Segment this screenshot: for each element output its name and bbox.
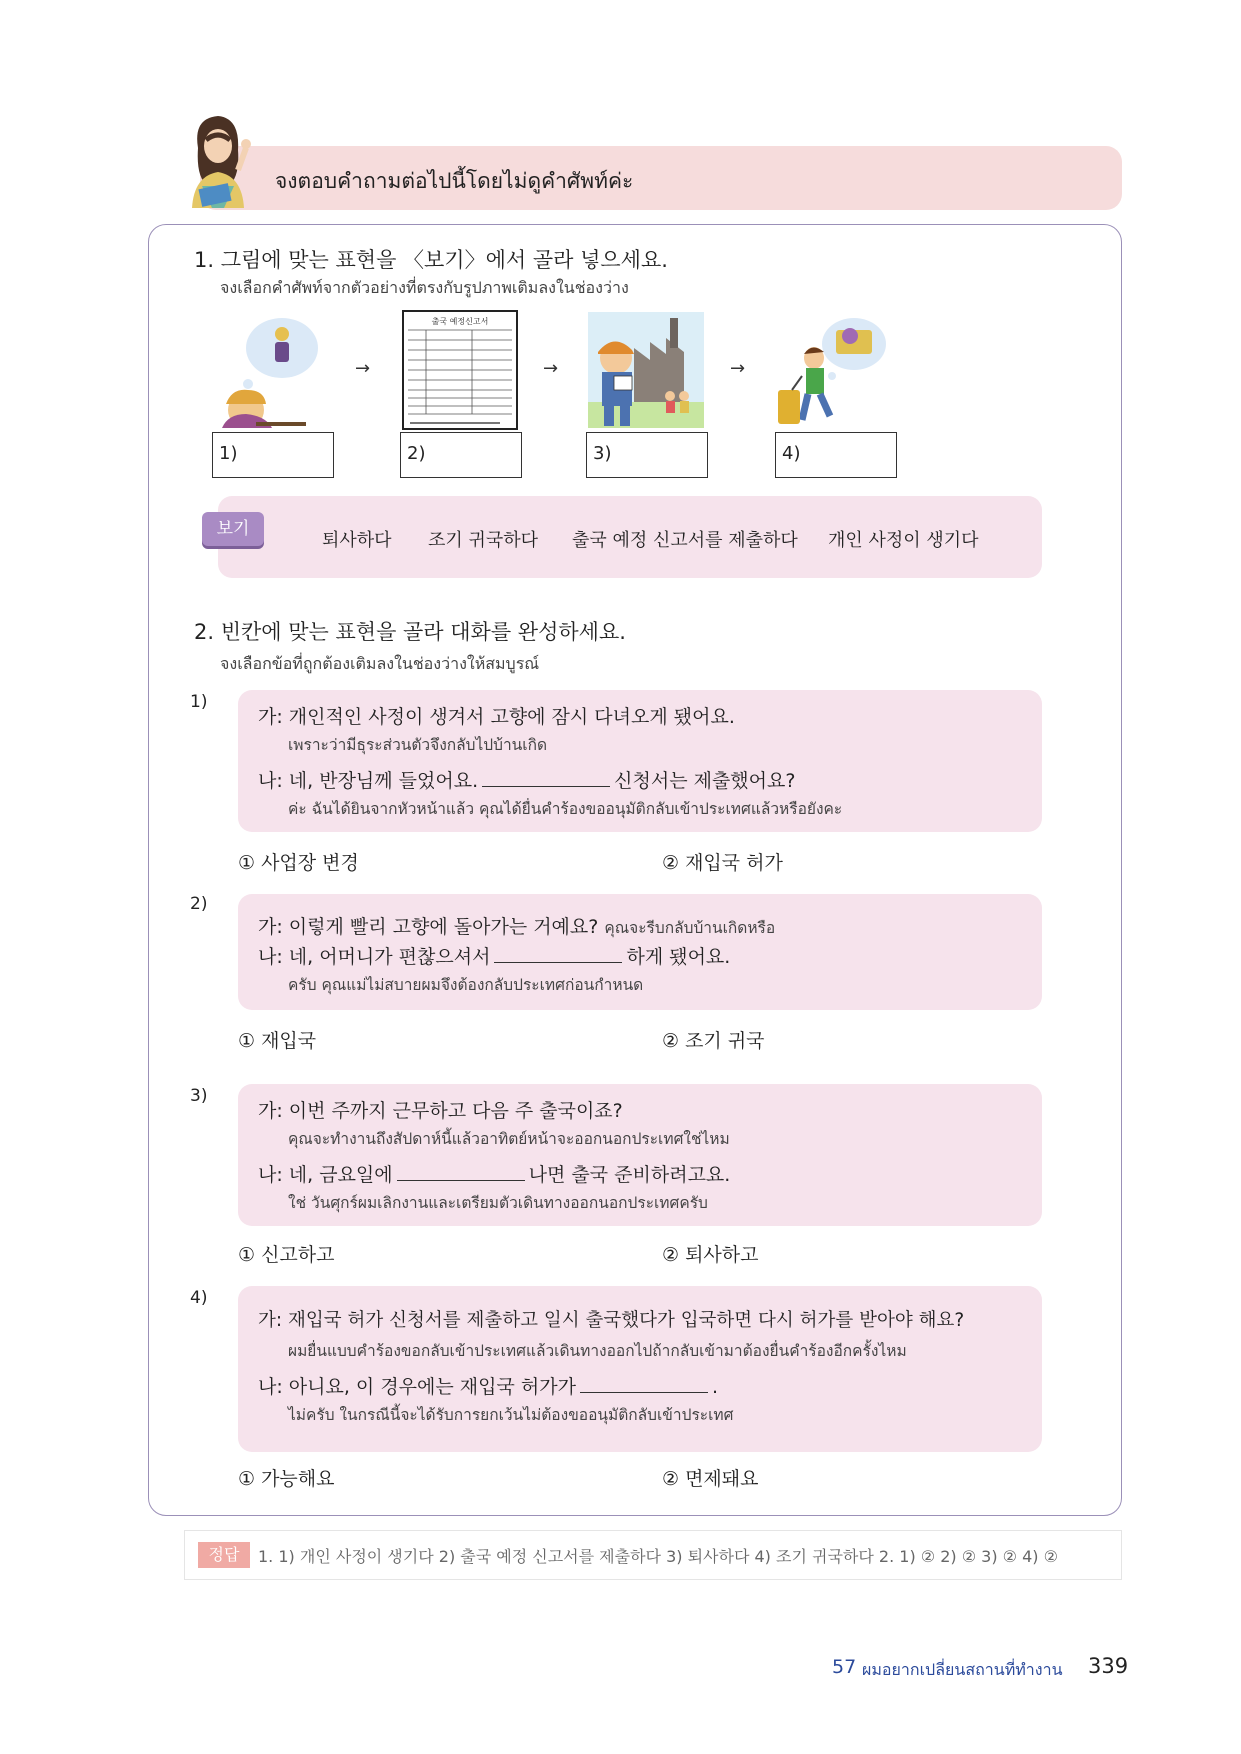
speaker-b-translation: ใช่ วันศุกร์ผมเลิกงานและเตรียมตัวเดินทางออกนอกประเทศครับ — [288, 1194, 708, 1212]
answer-box-2[interactable]: 2) — [400, 432, 522, 478]
option-1[interactable]: ① 재입국 — [238, 1030, 317, 1052]
answer-box-4[interactable]: 4) — [775, 432, 897, 478]
speaker-b-text-pre: 나: 네, 어머니가 편찮으셔서 — [258, 946, 491, 968]
speaker-b-text-post: 신청서는 제출했어요? — [614, 770, 796, 792]
example-word: 개인 사정이 생기다 — [828, 530, 979, 551]
q1-subtitle: จงเลือกคำศัพท์จากตัวอย่างที่ตรงกับรูปภาพเติมลงในช่องว่าง — [220, 278, 629, 297]
speaker-a-translation: คุณจะทำงานถึงสัปดาห์นี้แล้วอาทิตย์หน้าจะออกนอกประเทศใช่ไหม — [288, 1130, 730, 1148]
answer-box-1[interactable]: 1) — [212, 432, 334, 478]
option-1[interactable]: ① 신고하고 — [238, 1244, 335, 1266]
speaker-a-line: 가: 재입국 허가 신청서를 제출하고 일시 출국했다가 입국하면 다시 허가를 받아야 해요? — [258, 1310, 965, 1331]
speaker-b-translation: ไม่ครับ ในกรณีนี้จะได้รับการยกเว้นไม่ต้องขออนุมัติกลับเข้าประเทศ — [288, 1406, 734, 1424]
example-label: 보기 — [202, 512, 264, 546]
speaker-a-line: 가: 개인적인 사정이 생겨서 고향에 잠시 다녀오게 됐어요. — [258, 706, 735, 728]
traveler-illustration — [772, 314, 890, 430]
page-number: 339 — [1088, 1654, 1129, 1678]
q2-subtitle: จงเลือกข้อที่ถูกต้องเติมลงในช่องว่างให้สมบูรณ์ — [220, 654, 540, 673]
option-2[interactable]: ② 조기 귀국 — [662, 1030, 765, 1052]
blank-field[interactable] — [580, 1391, 708, 1393]
example-word: 퇴사하다 — [322, 530, 392, 551]
speaker-b-text-post: 나면 출국 준비하려고요. — [528, 1164, 731, 1186]
departure-form-illustration — [402, 310, 518, 430]
option-2[interactable]: ② 재입국 허가 — [662, 852, 783, 874]
speaker-b-text-pre: 나: 아니요, 이 경우에는 재입국 허가가 — [258, 1376, 576, 1398]
q1-title: 1. 그림에 맞는 표현을 〈보기〉에서 골라 넣으세요. — [194, 248, 668, 272]
speaker-b-line — [258, 766, 795, 793]
speaker-b-line — [258, 942, 730, 969]
example-word: 출국 예정 신고서를 제출하다 — [572, 530, 798, 551]
speaker-a-translation: เพราะว่ามีธุระส่วนตัวจึงกลับไปบ้านเกิด — [288, 736, 548, 754]
speaker-a-translation: ผมยื่นแบบคำร้องขอกลับเข้าประเทศแล้วเดินทางออกไปถ้ากลับเข้ามาต้องยื่นคำร้องอีกครั้งไหม — [288, 1342, 907, 1360]
speaker-a-text: 가: 이렇게 빨리 고향에 돌아가는 거예요? — [258, 916, 599, 938]
arrow-icon: → — [730, 358, 746, 379]
speaker-a-translation: คุณจะรีบกลับบ้านเกิดหรือ — [604, 919, 776, 937]
speaker-b-text-post: . — [711, 1376, 718, 1398]
option-2[interactable]: ② 퇴사하고 — [662, 1244, 759, 1266]
item-number: 3) — [190, 1086, 208, 1106]
option-2[interactable]: ② 면제돼요 — [662, 1468, 759, 1490]
blank-field[interactable] — [494, 961, 622, 963]
chapter-title: ผมอยากเปลี่ยนสถานที่ทำงาน — [862, 1660, 1063, 1679]
speaker-b-translation: ค่ะ ฉันได้ยินจากหัวหน้าแล้ว คุณได้ยื่นคำร้องขออนุมัติกลับเข้าประเทศแล้วหรือยังคะ — [288, 800, 843, 818]
arrow-icon: → — [355, 358, 371, 379]
answer-box-3[interactable]: 3) — [586, 432, 708, 478]
instruction-text: จงตอบคำถามต่อไปนี้โดยไม่ดูคำศัพท์ค่ะ — [275, 169, 634, 193]
item-number: 4) — [190, 1288, 208, 1308]
speaker-b-line — [258, 1160, 730, 1187]
speaker-b-text-pre: 나: 네, 금요일에 — [258, 1164, 393, 1186]
option-1[interactable]: ① 가능해요 — [238, 1468, 335, 1490]
item-number: 1) — [190, 692, 208, 712]
item-number: 2) — [190, 894, 208, 914]
blank-field[interactable] — [482, 785, 610, 787]
worker-leaving-factory-illustration — [588, 312, 704, 428]
teacher-illustration — [178, 108, 268, 208]
chapter-number: 57 — [832, 1656, 857, 1678]
arrow-icon: → — [543, 358, 559, 379]
answer-key-text: 1. 1) 개인 사정이 생기다 2) 출국 예정 신고서를 제출하다 3) 퇴사하다 4) 조기 귀국하다 2. 1) ② 2) ② 3) ② 4) ② — [258, 1547, 1058, 1566]
speaker-b-text-pre: 나: 네, 반장님께 들었어요. — [258, 770, 479, 792]
speaker-a-line — [258, 912, 775, 940]
option-1[interactable]: ① 사업장 변경 — [238, 852, 359, 874]
speaker-b-line — [258, 1372, 718, 1399]
q2-title: 2. 빈칸에 맞는 표현을 골라 대화를 완성하세요. — [194, 620, 626, 644]
speaker-b-text-post: 하게 됐어요. — [626, 946, 731, 968]
speaker-b-translation: ครับ คุณแม่ไม่สบายผมจึงต้องกลับประเทศก่อนกำหนด — [288, 976, 644, 994]
form-title-text: 출국 예정신고서 — [431, 317, 489, 326]
example-word: 조기 귀국하다 — [428, 530, 539, 551]
thinking-man-illustration — [212, 314, 324, 428]
answer-key-label: 정답 — [198, 1542, 250, 1568]
speaker-a-line: 가: 이번 주까지 근무하고 다음 주 출국이죠? — [258, 1100, 623, 1122]
blank-field[interactable] — [397, 1179, 525, 1181]
